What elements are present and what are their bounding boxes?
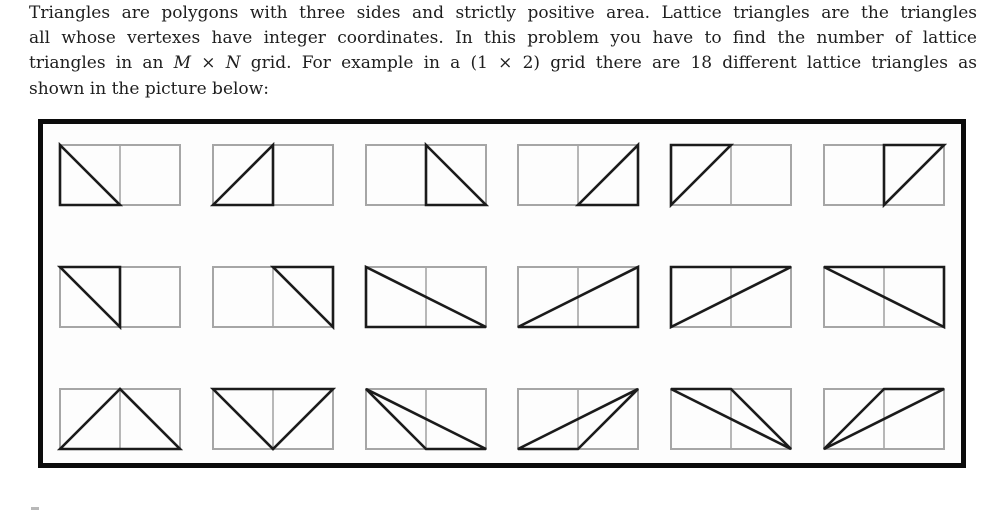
triangle-diagram-9 — [363, 264, 489, 330]
text-segment: grid. For example in a (1 × 2) grid there are 18 different lattice triangles as — [240, 53, 978, 74]
text-segment: shown in the picture below: — [29, 78, 269, 99]
triangle-diagram-1 — [57, 142, 183, 208]
math-symbol: M — [173, 53, 192, 74]
triangle-diagram-6 — [821, 142, 947, 208]
triangle-diagram-13 — [57, 386, 183, 452]
paragraph-line — [29, 77, 977, 102]
text-segment: triangles in an — [29, 53, 174, 74]
text-segment: all whose vertexes have integer coordinates. In this problem you have to find the number of lattice — [29, 28, 977, 49]
text-segment: × — [191, 53, 226, 74]
problem-statement — [29, 1, 977, 102]
triangle-diagram-8 — [210, 264, 336, 330]
triangle-diagram-17 — [668, 386, 794, 452]
triangle-diagram-15 — [363, 386, 489, 452]
paragraph-line — [29, 26, 977, 51]
triangle-diagram-2 — [210, 142, 336, 208]
triangle-diagram-10 — [515, 264, 641, 330]
triangle-diagram-16 — [515, 386, 641, 452]
triangle-diagram-11 — [668, 264, 794, 330]
paragraph-line — [29, 51, 977, 76]
triangle-diagram-3 — [363, 142, 489, 208]
triangle-diagram-18 — [821, 386, 947, 452]
cut-off-text-fragment — [31, 507, 39, 510]
triangle-diagram-12 — [821, 264, 947, 330]
triangle-diagram-14 — [210, 386, 336, 452]
paragraph-line — [29, 1, 977, 26]
text-segment: Triangles are polygons with three sides and strictly positive area. Lattice triangles are the triangles — [29, 3, 977, 23]
triangle-diagram-5 — [668, 142, 794, 208]
triangle-diagram-4 — [515, 142, 641, 208]
triangle-diagram-7 — [57, 264, 183, 330]
lattice-triangles-figure — [38, 119, 966, 468]
figure-grid — [43, 124, 961, 452]
math-symbol: N — [225, 53, 241, 74]
